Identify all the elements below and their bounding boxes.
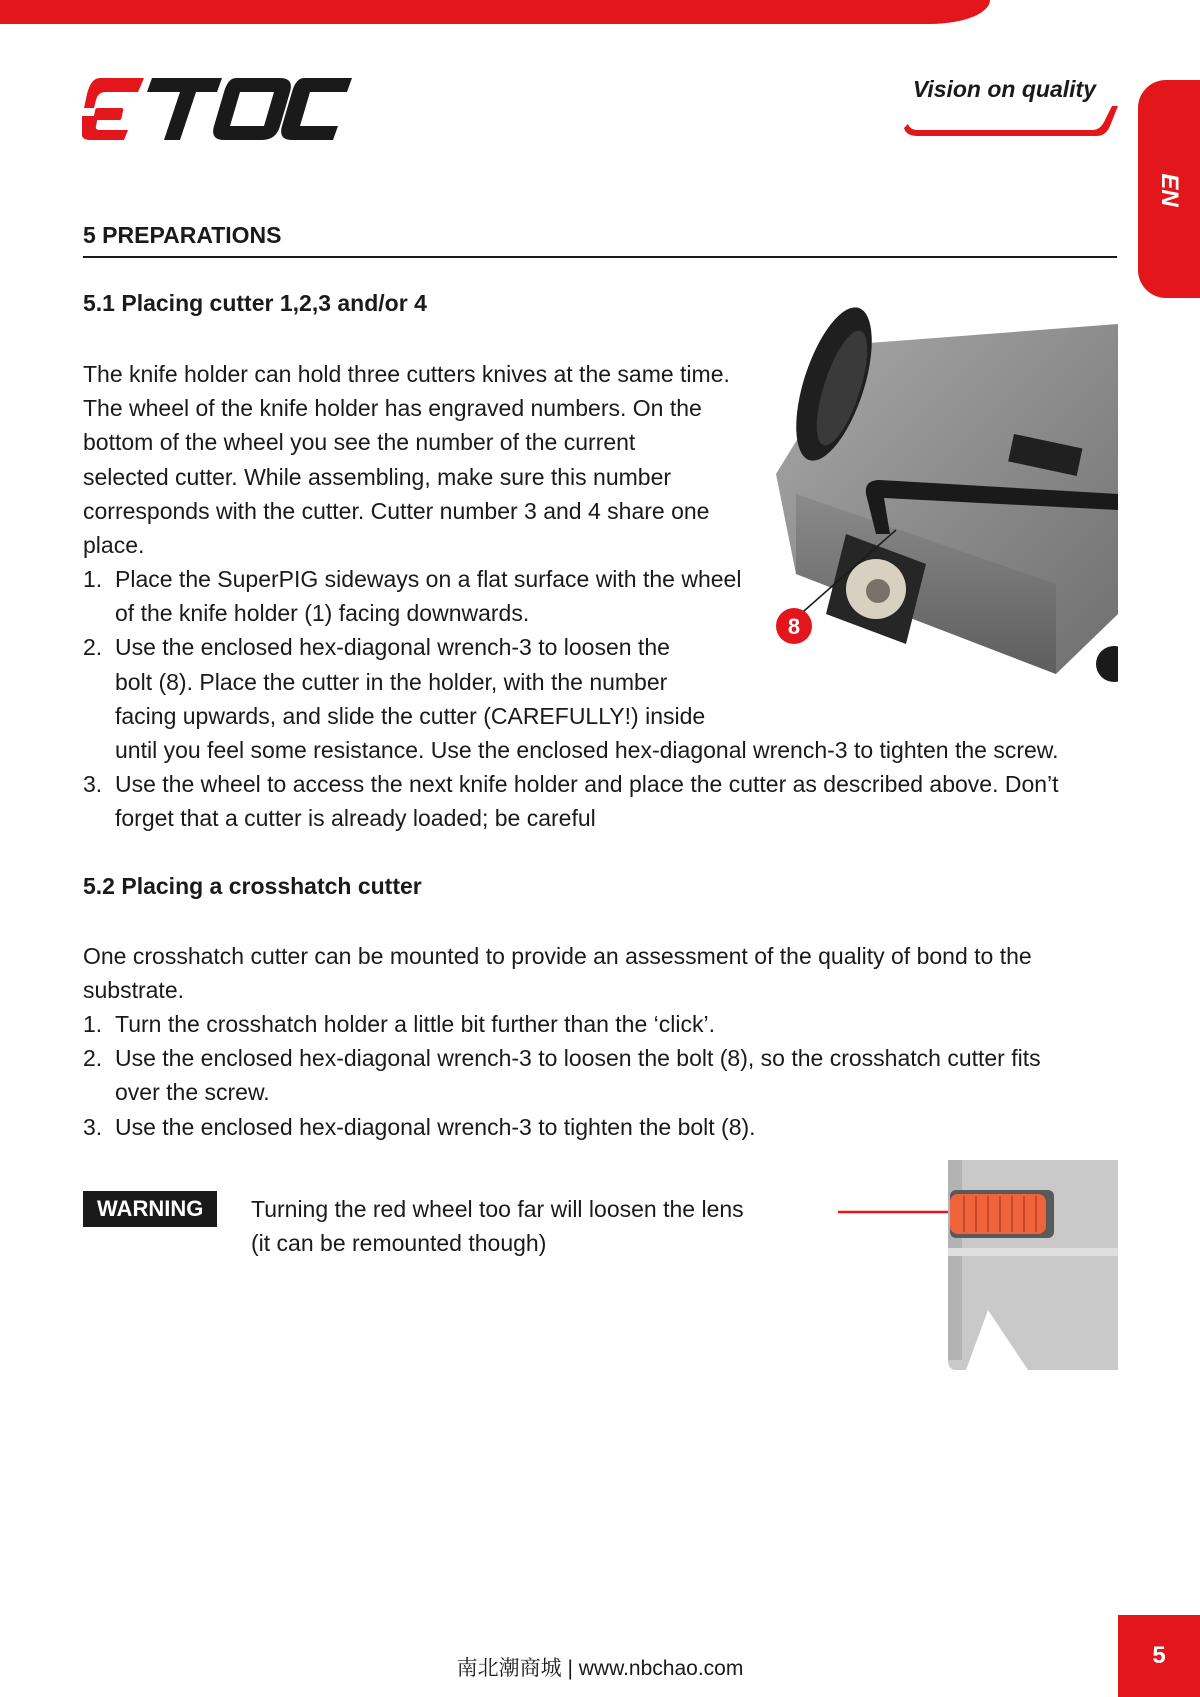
step-line: Turn the crosshatch holder a little bit further than the ‘click’. (115, 1011, 715, 1037)
step-number: 2. (83, 1045, 103, 1072)
intro-5-1-line: selected cutter. While assembling, make sure this number (83, 463, 672, 490)
intro-5-1-line: The knife holder can hold three cutters knives at the same time. (83, 361, 730, 387)
intro-5-2 (83, 939, 1032, 1007)
step-line: of the knife holder (1) facing downwards. (115, 600, 530, 627)
red-wheel-photo (838, 1160, 1118, 1370)
list-item (83, 1041, 1123, 1109)
step-line: Use the wheel to access the next knife holder and place the cutter as described above. Don’t (115, 771, 1059, 798)
tagline (900, 76, 1118, 140)
step-line: Use the enclosed hex-diagonal wrench-3 to loosen the (115, 634, 670, 661)
steps-5-2 (83, 1007, 1123, 1144)
knife-holder-photo (756, 284, 1118, 708)
step-line: Place the SuperPIG sideways on a flat surface with the wheel (115, 566, 742, 592)
language-tab (1138, 80, 1200, 298)
section-title: 5 PREPARATIONS (83, 222, 1117, 258)
intro-5-2-line: substrate. (83, 977, 184, 1004)
step-number: 2. (83, 634, 103, 661)
step-number: 3. (83, 771, 103, 798)
subsection-title-5-2: 5.2 Placing a crosshatch cutter (83, 873, 422, 899)
intro-5-1-line: bottom of the wheel you see the number of the current (83, 429, 636, 456)
red-wheel-illustration (838, 1160, 1118, 1370)
warning-line: Turning the red wheel too far will loosen the lens (251, 1196, 744, 1222)
language-tab-label: EN (1156, 173, 1183, 207)
step-number: 3. (83, 1113, 103, 1140)
tqc-logo (82, 78, 352, 140)
step-line: Use the enclosed hex-diagonal wrench-3 to tighten the bolt (8). (115, 1113, 756, 1140)
tqc-logo-mark (82, 78, 352, 140)
tagline-text: Vision on quality (912, 76, 1096, 102)
intro-5-1 (83, 357, 730, 562)
list-item (83, 1110, 1123, 1144)
subsection-title-5-1: 5.1 Placing cutter 1,2,3 and/or 4 (83, 290, 427, 316)
knife-holder-illustration (756, 284, 1118, 708)
intro-5-2-line: One crosshatch cutter can be mounted to provide an assessment of the quality of bond to the (83, 943, 1032, 969)
page-number: 5 (1118, 1615, 1200, 1697)
step-line: forget that a cutter is already loaded; be careful (115, 805, 596, 832)
intro-5-1-line: The wheel of the knife holder has engraved numbers. On the (83, 395, 702, 422)
warning-line: (it can be remounted though) (251, 1230, 547, 1257)
callout-8-label: 8 (787, 614, 801, 639)
warning-badge: WARNING (83, 1191, 217, 1227)
step-line: facing upwards, and slide the cutter (CAREFULLY!) inside (115, 702, 706, 729)
step-number: 1. (83, 566, 103, 592)
top-accent-bar (0, 0, 990, 24)
intro-5-1-line: corresponds with the cutter. Cutter number 3 and 4 share one (83, 497, 710, 524)
step-line: over the screw. (115, 1079, 270, 1106)
warning-text (251, 1192, 744, 1260)
list-item (83, 1007, 1123, 1041)
list-item (83, 767, 1123, 835)
footer-site: 南北潮商城 | www.nbchao.com (456, 1657, 744, 1680)
step-number: 1. (83, 1011, 103, 1037)
step-line: Use the enclosed hex-diagonal wrench-3 to loosen the bolt (8), so the crosshatch cutter fits (115, 1045, 1041, 1072)
step-line: bolt (8). Place the cutter in the holder, with the number (115, 668, 668, 695)
step-line: until you feel some resistance. Use the enclosed hex-diagonal wrench-3 to tighten the screw. (115, 737, 1059, 764)
intro-5-1-line: place. (83, 532, 145, 559)
